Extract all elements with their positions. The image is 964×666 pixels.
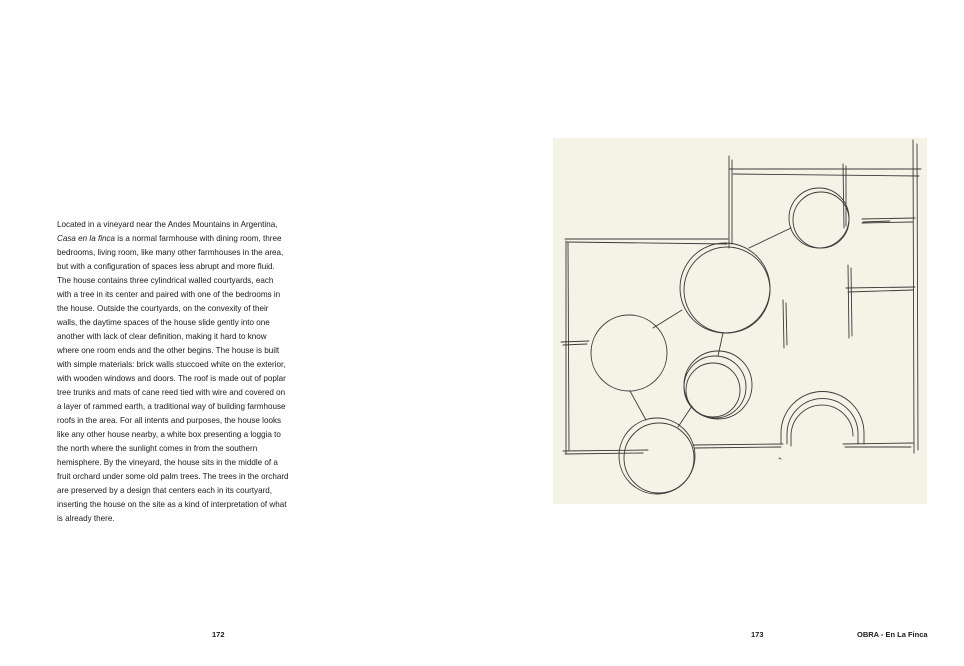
connector-1 xyxy=(653,310,682,328)
connector-5 xyxy=(718,333,723,356)
niche-arch-trace-2 xyxy=(791,405,853,446)
courtyard-upper-center-trace xyxy=(684,247,770,333)
connector-3 xyxy=(678,406,692,427)
courtyard-upper-center xyxy=(680,243,770,333)
sketch-wall-left xyxy=(566,241,569,454)
house-title-italic: Casa en la finca xyxy=(57,234,116,243)
courtyard-center-trace-b xyxy=(686,363,740,417)
page-number-left: 172 xyxy=(212,630,225,639)
sketch-wall-step xyxy=(729,156,732,248)
sketch-partition-f xyxy=(561,341,589,345)
body-intro: Located in a vineyard near the Andes Mountains in Argentina, xyxy=(57,220,278,229)
page-number-right: 173 xyxy=(751,630,764,639)
sketch-stray-1 xyxy=(863,221,890,222)
sketch-partition-d xyxy=(783,300,787,348)
plan-sketch xyxy=(553,138,927,504)
connector-2 xyxy=(630,391,646,420)
body-paragraph xyxy=(57,218,289,526)
plan-sketch-drawing xyxy=(553,138,927,504)
sketch-partition-b xyxy=(846,287,915,292)
sketch-stray-2 xyxy=(779,458,781,459)
sketch-wall-top-right xyxy=(729,169,921,176)
niche-arch xyxy=(781,392,864,445)
connector-4 xyxy=(749,228,791,248)
sketch-wall-top-left xyxy=(565,239,728,244)
sketch-partition-e xyxy=(862,218,915,223)
sketch-wall-right xyxy=(913,140,918,453)
body-text-rest: is a normal farmhouse with dining room, three bedrooms, living room, like many other farmhouses in the area, but with a configuration of spaces less abrupt and more fluid. The house contains three cylindrical walled courtyards, each with a tree in its center and paired with one of the bedrooms in the house. Outside the courtyards, on the convexity of their walls, the daytime spaces of the house slide gently into one another with lack of clear definition, making it hard to know where one room ends and the other begins. The house is built with simple materials: brick walls stuccoed white on the exterior, with wooden windows and doors. The roof is made out of poplar tree trunks and mats of cane reed tied with wire and covered on a layer of rammed earth, a traditional way of building farmhouse roofs in the area. For all intents and purposes, the house looks like any other house nearby, a white box presenting a loggia to the north where the sunlight comes in from the southern hemisphere. By the vineyard, the house sits in the middle of a fruit orchard under some old palm trees. The trees in the orchard are preserved by a design that centers each in its courtyard, inserting the house on the site as a kind of interpretation of what is already there. xyxy=(57,234,289,523)
sketch-wall-bottom xyxy=(563,444,783,454)
running-head: OBRA - En La Finca xyxy=(857,630,928,639)
sketch-partition-a xyxy=(843,164,846,228)
sketch-wall-bottom-right xyxy=(843,443,913,447)
courtyard-top-right-trace xyxy=(793,192,849,248)
courtyard-bottom-left-trace xyxy=(624,423,694,493)
courtyard-top-right xyxy=(789,188,849,248)
sketch-partition-c xyxy=(848,265,852,338)
